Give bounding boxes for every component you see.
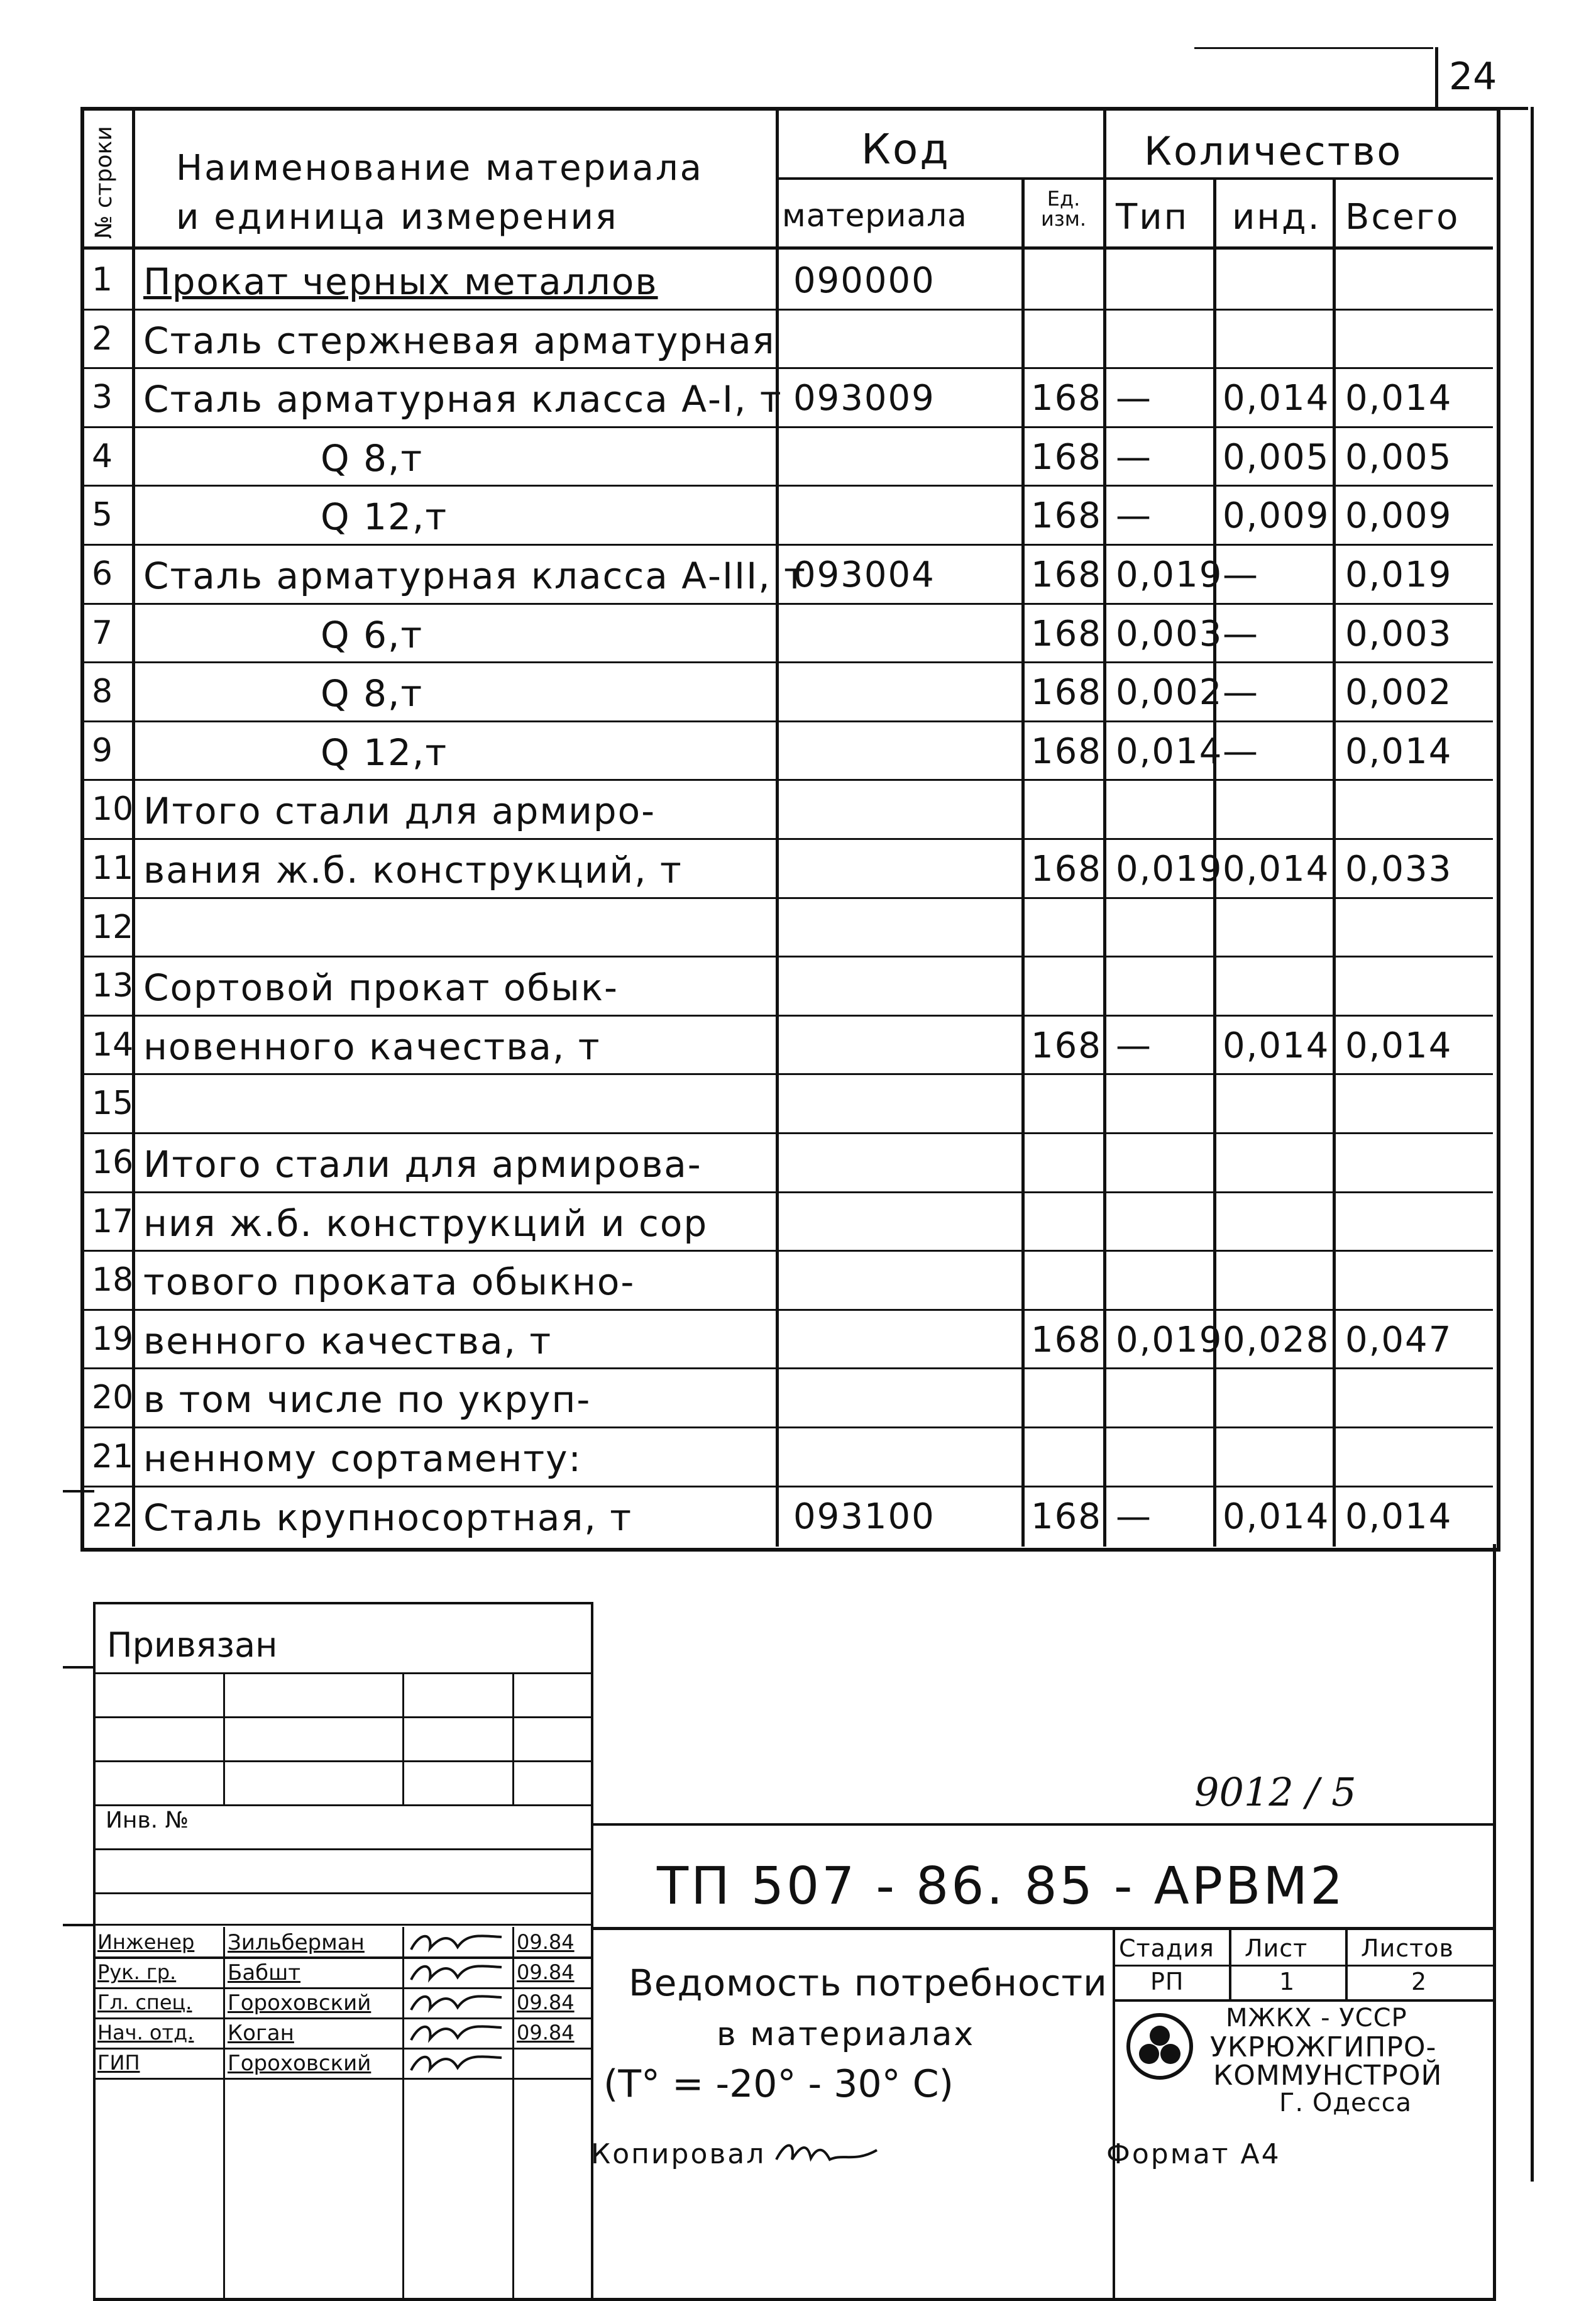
sig-col-name xyxy=(223,1927,225,2298)
title-block-top xyxy=(591,1823,1496,1826)
cell-code: 090000 xyxy=(793,260,935,301)
cell-name: венного качества, т xyxy=(143,1319,553,1362)
row-divider xyxy=(80,838,1493,840)
cell-type: 0,002 xyxy=(1116,672,1223,714)
binding-row1 xyxy=(93,1672,593,1674)
cell-no: 11 xyxy=(92,849,134,887)
cell-no: 5 xyxy=(92,496,113,534)
cell-total: 0,009 xyxy=(1345,495,1453,537)
cell-type: — xyxy=(1116,1496,1152,1537)
cell-no: 17 xyxy=(92,1202,134,1240)
cell-unit: 168 xyxy=(1031,613,1102,654)
handwritten-signature-icon xyxy=(407,1958,508,1986)
cell-code: 093004 xyxy=(793,555,935,595)
row-divider xyxy=(80,1250,1493,1252)
header-code-material: материала xyxy=(782,197,967,234)
cell-no: 19 xyxy=(92,1320,134,1358)
cell-name: Сталь крупносортная, т xyxy=(143,1496,633,1539)
handwritten-signature-icon xyxy=(407,2049,508,2077)
binding-left-edge xyxy=(93,1602,96,2300)
cell-code: 093100 xyxy=(793,1496,935,1537)
cell-no: 14 xyxy=(92,1025,134,1064)
cell-no: 20 xyxy=(92,1379,134,1417)
cell-ind: 0,014 xyxy=(1223,1496,1330,1537)
row-divider xyxy=(80,1015,1493,1017)
inv-row-a xyxy=(93,1848,593,1850)
cell-name: Q 8,т xyxy=(321,436,424,480)
header-row-no: № строки xyxy=(91,126,117,239)
stage-bottom xyxy=(1113,1999,1496,2002)
binding-mark-3 xyxy=(63,1924,94,1926)
row-divider xyxy=(80,720,1493,722)
title-block-left xyxy=(591,1602,593,2300)
cell-name: новенного качества, т xyxy=(143,1025,601,1068)
cell-no: 18 xyxy=(92,1261,134,1299)
cell-type: 0,019 xyxy=(1116,849,1223,890)
handwritten-signature-icon xyxy=(407,2019,508,2046)
header-code-group: Код xyxy=(861,125,950,174)
sig-date: 09.84 xyxy=(517,1960,575,1984)
header-qty-ind: инд. xyxy=(1232,197,1321,238)
org-line-1: МЖКХ - УССР xyxy=(1226,2004,1407,2033)
cell-name: ненному сортаменту: xyxy=(143,1437,582,1480)
stage-mid xyxy=(1113,1965,1496,1967)
cell-name: Q 12,т xyxy=(321,731,448,774)
stage-col2 xyxy=(1229,1927,1231,1999)
stage-value: РП xyxy=(1150,1968,1184,1995)
sig-role: Инженер xyxy=(97,1930,195,1954)
cell-unit: 168 xyxy=(1031,495,1102,537)
col-line-code xyxy=(1021,179,1025,1547)
cell-name: вания ж.б. конструкций, т xyxy=(143,849,683,891)
row-divider xyxy=(80,485,1493,487)
sheets-label: Листов xyxy=(1361,1934,1454,1962)
cell-total: 0,005 xyxy=(1345,436,1453,478)
cell-name: Сталь арматурная класса А-I, т xyxy=(143,378,783,421)
sig-role: Гл. спец. xyxy=(97,1990,192,2014)
cell-unit: 168 xyxy=(1031,555,1102,595)
sig-col-date xyxy=(512,1927,514,2298)
org-logo-icon xyxy=(1125,2012,1194,2081)
cell-name: ния ж.б. конструкций и сор xyxy=(143,1201,708,1245)
cell-total: 0,002 xyxy=(1345,672,1453,714)
sig-role: Рук. гр. xyxy=(97,1960,177,1984)
cell-ind: — xyxy=(1223,672,1259,714)
cell-no: 9 xyxy=(92,731,113,770)
cell-type: 0,014 xyxy=(1116,731,1223,772)
cell-no: 21 xyxy=(92,1438,134,1476)
row-divider xyxy=(80,897,1493,899)
sig-date: 09.84 xyxy=(517,2021,575,2044)
cell-no: 22 xyxy=(92,1496,134,1535)
stage-left xyxy=(1113,1927,1115,2298)
sig-row-divider xyxy=(93,1987,593,1989)
sheet-label: Лист xyxy=(1245,1934,1308,1962)
row-divider xyxy=(80,603,1493,605)
title-block-bottom xyxy=(93,2298,1496,2301)
cell-total: 0,019 xyxy=(1345,555,1453,595)
row-divider xyxy=(80,1367,1493,1369)
copier-signature-icon xyxy=(773,2134,880,2172)
cell-no: 7 xyxy=(92,614,113,652)
cell-no: 12 xyxy=(92,908,134,946)
cell-name: Q 12,т xyxy=(321,495,448,539)
handwritten-signature-icon xyxy=(407,1989,508,2016)
inv-label: Инв. № xyxy=(106,1807,189,1833)
title-block-mid xyxy=(591,1927,1496,1930)
col-line-unit xyxy=(1103,107,1106,1547)
cell-unit: 168 xyxy=(1031,378,1102,419)
doc-title-1: Ведомость потребности xyxy=(629,1962,1108,2004)
page-number: 24 xyxy=(1449,55,1497,99)
stage-col3 xyxy=(1345,1927,1348,1999)
cell-name: Q 6,т xyxy=(321,613,424,656)
cell-no: 6 xyxy=(92,555,113,593)
top-rule xyxy=(1194,47,1433,49)
cell-type: 0,019 xyxy=(1116,555,1223,595)
sheet-value: 1 xyxy=(1279,1968,1296,1995)
row-divider xyxy=(80,956,1493,957)
sig-name: Зильберман xyxy=(228,1930,365,1955)
inv-row-c xyxy=(93,1924,593,1926)
row-divider xyxy=(80,367,1493,369)
row-divider xyxy=(80,1073,1493,1075)
sig-row-divider xyxy=(93,2078,593,2080)
org-line-4: Г. Одесса xyxy=(1279,2089,1412,2117)
header-name-2: и единица измерения xyxy=(176,197,619,238)
cell-name: тового проката обыкно- xyxy=(143,1261,636,1304)
row-divider xyxy=(80,544,1493,546)
cell-ind: — xyxy=(1223,555,1259,595)
cell-name: в том числе по укруп- xyxy=(143,1378,592,1421)
cell-total: 0,047 xyxy=(1345,1319,1453,1360)
header-qty-group: Количество xyxy=(1144,128,1403,174)
row-divider xyxy=(80,1191,1493,1193)
org-line-3: КОММУНСТРОЙ xyxy=(1213,2060,1443,2092)
cell-unit: 168 xyxy=(1031,731,1102,772)
sig-name: Гороховский xyxy=(228,2051,371,2076)
header-name-1: Наименование материала xyxy=(176,148,703,189)
inv-row-b xyxy=(93,1892,593,1894)
sig-name: Коган xyxy=(228,2021,294,2046)
cell-no: 16 xyxy=(92,1144,134,1181)
cell-unit: 168 xyxy=(1031,1496,1102,1537)
cell-unit: 168 xyxy=(1031,436,1102,478)
sig-name: Гороховский xyxy=(228,1990,371,2016)
cell-ind: 0,014 xyxy=(1223,1025,1330,1066)
header-qty-type: Тип xyxy=(1116,197,1189,238)
cell-name: Итого стали для армирова- xyxy=(143,1143,702,1186)
sheet-right-edge xyxy=(1531,107,1534,2182)
cell-name: Сталь арматурная класса А-III, т xyxy=(143,555,806,597)
binding-row4 xyxy=(93,1804,593,1806)
sig-row-divider xyxy=(93,2017,593,2019)
cell-total: 0,014 xyxy=(1345,1025,1453,1066)
stage-label: Стадия xyxy=(1119,1934,1214,1962)
cell-no: 8 xyxy=(92,673,113,711)
doc-ref: 9012 / 5 xyxy=(1194,1769,1357,1815)
doc-title-3: (Т° = -20° - 30° С) xyxy=(603,2062,954,2106)
cell-unit: 168 xyxy=(1031,1319,1102,1360)
sig-row-divider xyxy=(93,2048,593,2050)
cell-ind: 0,005 xyxy=(1223,436,1330,478)
cell-type: — xyxy=(1116,378,1152,419)
cell-type: — xyxy=(1116,1025,1152,1066)
header-qty-total: Всего xyxy=(1345,197,1460,238)
doc-title-2: в материалах xyxy=(717,2016,976,2053)
row-divider xyxy=(80,309,1493,311)
row-divider xyxy=(80,1426,1493,1428)
cell-name: Итого стали для армиро- xyxy=(143,790,656,833)
sig-role: ГИП xyxy=(97,2051,140,2075)
cell-no: 15 xyxy=(92,1084,134,1123)
cell-ind: 0,009 xyxy=(1223,495,1330,537)
cell-name: Сортовой прокат обык- xyxy=(143,966,619,1010)
cell-no: 4 xyxy=(92,437,113,475)
cell-type: — xyxy=(1116,495,1152,537)
cell-no: 3 xyxy=(92,378,113,417)
binding-title: Привязан xyxy=(107,1625,278,1665)
cell-total: 0,014 xyxy=(1345,378,1453,419)
cell-ind: 0,028 xyxy=(1223,1319,1330,1360)
binding-mark-1 xyxy=(63,1490,94,1493)
binding-col2 xyxy=(402,1672,404,1804)
header-code-unit: Ед. изм. xyxy=(1040,187,1087,231)
cell-type: — xyxy=(1116,436,1152,478)
sheets-value: 2 xyxy=(1411,1968,1428,1995)
org-line-2: УКРЮЖГИПРО- xyxy=(1210,2031,1437,2063)
cell-name: Сталь стержневая арматурная xyxy=(143,319,776,362)
sig-role: Нач. отд. xyxy=(97,2021,194,2044)
sig-row-divider xyxy=(93,1957,593,1959)
cell-no: 1 xyxy=(92,261,113,299)
binding-col3 xyxy=(512,1672,514,1804)
cell-total: 0,014 xyxy=(1345,731,1453,772)
cell-code: 093009 xyxy=(793,378,935,419)
cell-name: Прокат черных металлов xyxy=(143,260,658,303)
cell-total: 0,014 xyxy=(1345,1496,1453,1537)
row-divider xyxy=(80,661,1493,663)
doc-code: ТП 507 - 86. 85 - АРВМ2 xyxy=(657,1857,1346,1916)
cell-type: 0,003 xyxy=(1116,613,1223,654)
cell-total: 0,033 xyxy=(1345,849,1453,890)
row-divider xyxy=(80,1309,1493,1311)
header-sub-line xyxy=(776,177,1493,180)
row-divider xyxy=(80,1132,1493,1134)
handwritten-signature-icon xyxy=(407,1928,508,1956)
cell-name: Q 8,т xyxy=(321,672,424,715)
cell-unit: 168 xyxy=(1031,849,1102,890)
row-divider xyxy=(80,1486,1493,1487)
cell-total: 0,003 xyxy=(1345,613,1453,654)
binding-col1 xyxy=(223,1672,225,1804)
binding-mark-2 xyxy=(63,1666,94,1669)
sig-col-sign xyxy=(402,1927,404,2298)
col-line-name xyxy=(776,107,779,1547)
cell-ind: 0,014 xyxy=(1223,849,1330,890)
row-divider xyxy=(80,779,1493,781)
sig-name: Бабшт xyxy=(228,1960,301,1985)
cell-ind: — xyxy=(1223,613,1259,654)
cell-no: 13 xyxy=(92,967,134,1005)
sig-date: 09.84 xyxy=(517,1930,575,1954)
cell-ind: — xyxy=(1223,731,1259,772)
footer-copied: Копировал xyxy=(591,2138,766,2170)
footer-format: Формат А4 xyxy=(1106,2138,1281,2170)
binding-row3 xyxy=(93,1760,593,1762)
row-divider xyxy=(80,426,1493,428)
cell-no: 2 xyxy=(92,319,113,358)
header-bottom-line xyxy=(80,246,1493,250)
cell-type: 0,019 xyxy=(1116,1319,1223,1360)
title-block-right xyxy=(1493,1544,1496,2298)
sig-date: 09.84 xyxy=(517,1990,575,2014)
cell-ind: 0,014 xyxy=(1223,378,1330,419)
cell-no: 10 xyxy=(92,790,134,829)
cell-unit: 168 xyxy=(1031,1025,1102,1066)
binding-row2 xyxy=(93,1716,593,1718)
col-line-ind xyxy=(1333,179,1336,1547)
cell-unit: 168 xyxy=(1031,672,1102,714)
